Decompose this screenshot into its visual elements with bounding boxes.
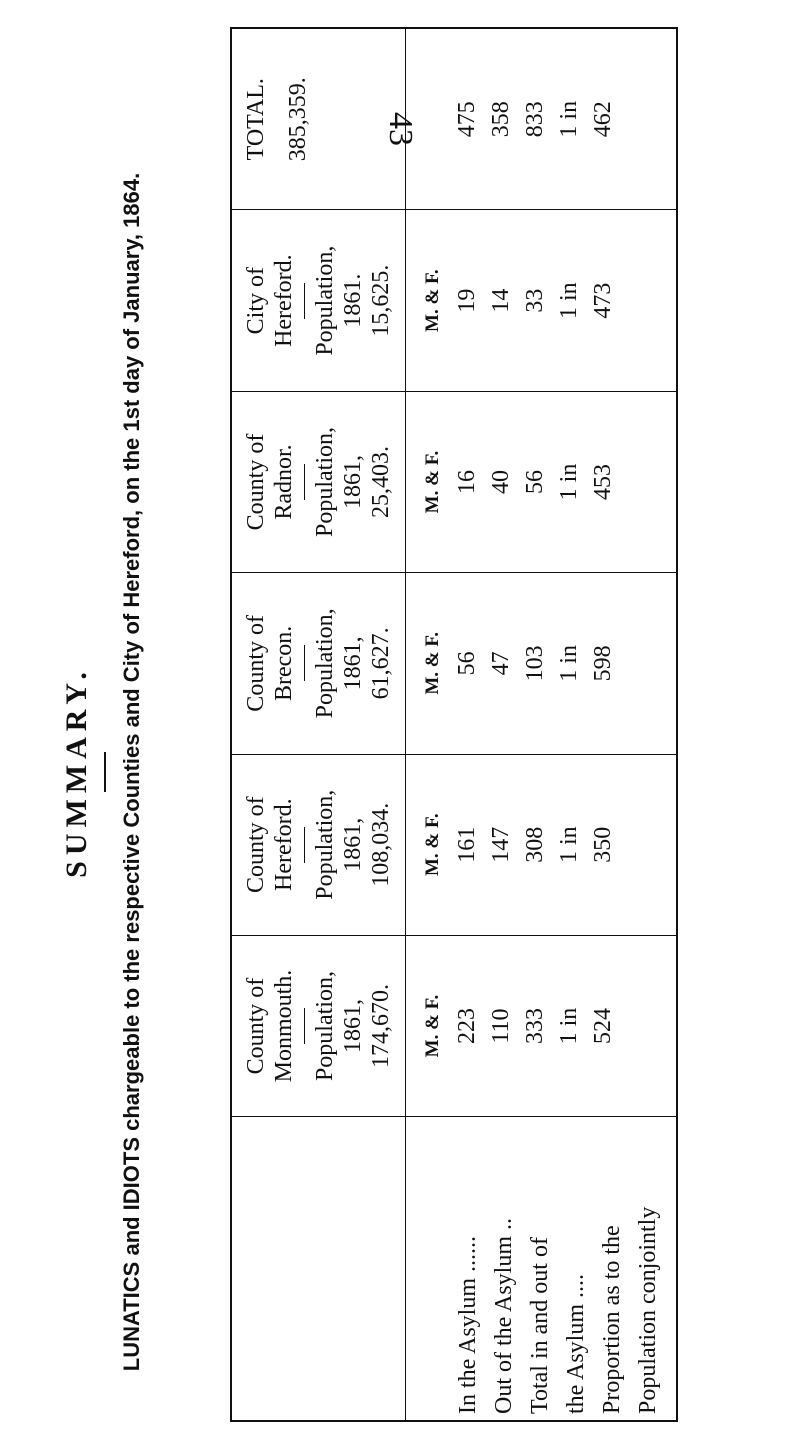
column-population: Population, 1861, 25,403. bbox=[312, 427, 394, 538]
value-proportion-prefix: 1 in bbox=[556, 282, 582, 319]
value-in-asylum: 16 bbox=[454, 470, 480, 494]
column-name: County of Monmouth. bbox=[243, 969, 297, 1083]
column-brecon bbox=[231, 573, 406, 754]
label-total-1: Total in and out of bbox=[527, 1237, 553, 1414]
column-hereford-city bbox=[231, 210, 406, 391]
values-total bbox=[406, 28, 678, 210]
summary-table bbox=[230, 27, 678, 1422]
sex-label: M. & F. bbox=[422, 813, 443, 876]
label-total-2: the Asylum .... bbox=[563, 1273, 589, 1414]
value-total: 33 bbox=[522, 288, 548, 313]
value-in-asylum: 475 bbox=[454, 101, 480, 138]
value-proportion-prefix: 1 in bbox=[556, 645, 582, 682]
divider bbox=[304, 827, 305, 863]
sex-label: M. & F. bbox=[422, 632, 443, 695]
column-radnor bbox=[231, 391, 406, 572]
sex-label: M. & F. bbox=[422, 450, 443, 514]
divider bbox=[304, 1008, 305, 1044]
divider bbox=[304, 464, 305, 500]
value-proportion: 598 bbox=[590, 645, 616, 682]
header bbox=[60, 132, 148, 1412]
divider bbox=[304, 645, 305, 681]
row-labels-header bbox=[231, 1117, 406, 1421]
value-in-asylum: 161 bbox=[454, 826, 480, 863]
table-row bbox=[231, 28, 406, 1421]
column-population: Population, 1861, 61,627. bbox=[312, 608, 394, 719]
values-brecon bbox=[406, 573, 678, 754]
value-total: 308 bbox=[522, 826, 548, 863]
column-name: City of Hereford. bbox=[243, 254, 297, 347]
value-proportion-prefix: 1 in bbox=[556, 100, 582, 138]
values-hereford-county bbox=[406, 754, 678, 935]
value-out-asylum: 147 bbox=[488, 826, 514, 863]
column-name: County of Brecon. bbox=[243, 615, 297, 712]
value-total: 833 bbox=[522, 101, 548, 138]
table-row bbox=[406, 28, 678, 1421]
value-out-asylum: 40 bbox=[488, 470, 514, 494]
page-number: 43 bbox=[382, 112, 419, 146]
column-population: Population, 1861, 174,670. bbox=[312, 971, 394, 1082]
value-in-asylum: 19 bbox=[454, 288, 480, 313]
label-out-asylum: Out of the Asylum .. bbox=[491, 1218, 517, 1414]
value-proportion-prefix: 1 in bbox=[556, 463, 582, 501]
value-proportion-prefix: 1 in bbox=[556, 826, 582, 864]
value-out-asylum: 47 bbox=[488, 651, 514, 676]
values-monmouth bbox=[406, 935, 678, 1116]
row-labels bbox=[406, 1117, 678, 1421]
value-total: 333 bbox=[522, 1008, 548, 1045]
column-population: Population, 1861, 108,034. bbox=[312, 789, 394, 900]
column-population: Population, 1861. 15,625. bbox=[312, 245, 394, 356]
value-proportion: 350 bbox=[590, 826, 616, 863]
value-proportion-prefix: 1 in bbox=[556, 1007, 582, 1045]
column-monmouth bbox=[231, 935, 406, 1116]
column-population: 385,359. bbox=[285, 77, 311, 162]
value-out-asylum: 358 bbox=[488, 101, 514, 138]
column-total bbox=[231, 28, 406, 210]
value-proportion: 473 bbox=[590, 282, 616, 319]
value-in-asylum: 56 bbox=[454, 651, 480, 676]
column-hereford-county bbox=[231, 754, 406, 935]
values-radnor bbox=[406, 391, 678, 572]
value-in-asylum: 223 bbox=[454, 1008, 480, 1045]
value-out-asylum: 110 bbox=[488, 1008, 514, 1044]
value-proportion: 462 bbox=[590, 101, 616, 138]
label-proportion-2: Population conjointly bbox=[635, 1206, 661, 1414]
page-subtitle: LUNATICS and IDIOTS chargeable to the respective Counties and City of Hereford, on the 1st day of January, 1864. bbox=[119, 172, 144, 1372]
column-name: County of Radnor. bbox=[243, 433, 297, 531]
divider bbox=[304, 283, 305, 319]
page-title: SUMMARY. bbox=[60, 666, 93, 878]
column-name: County of Hereford. bbox=[243, 796, 297, 894]
sex-label: M. & F. bbox=[422, 269, 443, 332]
value-total: 56 bbox=[522, 470, 548, 494]
value-proportion: 524 bbox=[590, 1008, 616, 1045]
label-proportion-1: Proportion as to the bbox=[599, 1225, 625, 1414]
value-proportion: 453 bbox=[590, 464, 616, 500]
column-name: TOTAL. bbox=[243, 78, 269, 161]
sex-label: M. & F. bbox=[422, 994, 443, 1058]
value-total: 103 bbox=[522, 645, 548, 682]
label-in-asylum: In the Asylum ...... bbox=[455, 1236, 481, 1414]
values-hereford-city bbox=[406, 210, 678, 391]
title-divider bbox=[104, 752, 106, 792]
value-out-asylum: 14 bbox=[488, 288, 514, 313]
